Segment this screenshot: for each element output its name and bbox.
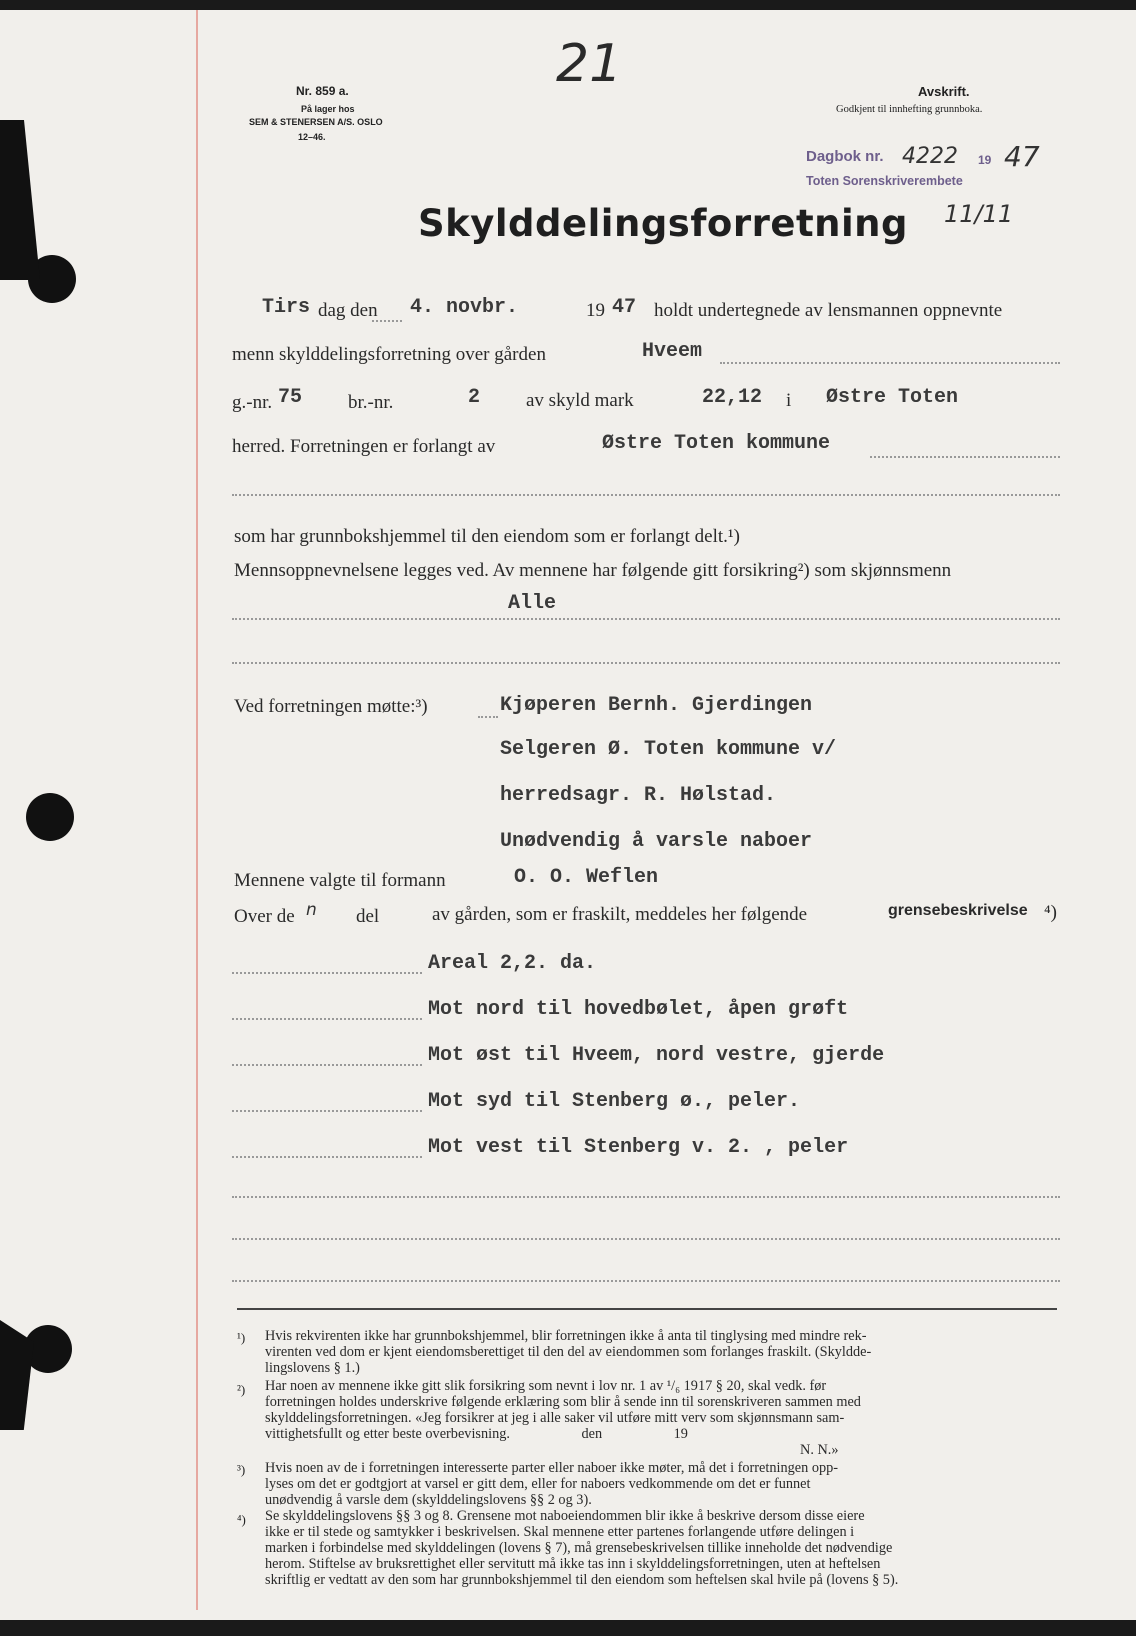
attendee-1: Kjøperen Bernh. Gjerdingen <box>500 694 813 717</box>
footnote-3-line-1: Hvis noen av de i forretningen interesserte parter eller naboer ikke møter, må det i forretningen opp- <box>265 1460 839 1476</box>
skyld-label: av skyld mark <box>526 390 634 411</box>
herred-name: Østre Toten <box>826 386 959 409</box>
dotted-line <box>232 618 1060 620</box>
dotted-line <box>870 456 1060 458</box>
line6-text: Mennsoppnevnelsene legges ved. Av mennene har følgende gitt forsikring²) som skjønnsmenn <box>234 560 952 581</box>
margin-rule <box>196 10 198 1610</box>
dotted-line <box>232 1280 1060 1282</box>
over-de-n: n <box>306 900 317 920</box>
footnote-3-line-3: unødvendig å varsle dem (skylddelingslovens §§ 2 og 3). <box>265 1492 592 1508</box>
dag-den-label: dag den <box>318 300 378 321</box>
footnote-3-mark: ³) <box>237 1462 246 1477</box>
dotted-line <box>232 494 1060 496</box>
gnr-value: 75 <box>278 386 303 409</box>
dagbok-year-prefix: 19 <box>978 153 992 167</box>
i-label: i <box>786 390 792 411</box>
footnote-4-line-4: herom. Stiftelse av bruksrettighet eller servitutt må ikke tas inn i skylddelingsforretningen, uten at heftelsen <box>265 1556 881 1572</box>
handwritten-page-number: 21 <box>556 34 623 94</box>
footnote-3-line-2: lyses om det er godtgjort at varsel er gitt dem, eller for naboers vedkommende om det er funnet <box>265 1476 811 1492</box>
dotted-line <box>372 320 402 322</box>
dotted-line <box>232 1110 422 1112</box>
gnr-label: g.-nr. <box>232 392 273 413</box>
footnote-1-line-1: Hvis rekvirenten ikke har grunnbokshjemmel, blir forretningen ikke å anta til tinglysing med mindre rek- <box>265 1328 867 1344</box>
publisher-line2: SEM & STENERSEN A/S. OSLO <box>249 117 383 127</box>
footnote-1-line-2: virenten ved dom er kjent eiendomsberettiget til den del av eiendommen som forlanges fraskilt. (Skyldde- <box>265 1344 872 1360</box>
boundary-line-4: Mot syd til Stenberg ø., peler. <box>428 1090 801 1113</box>
line5-text: som har grunnbokshjemmel til den eiendom som er forlangt delt.¹) <box>234 526 740 547</box>
attendee-2: Selgeren Ø. Toten kommune v/ <box>500 738 837 761</box>
grensebeskrivelse-label: grensebeskrivelse <box>888 902 1028 919</box>
dagbok-number: 4222 <box>902 144 958 169</box>
dotted-line <box>232 972 422 974</box>
grensebeskrivelse-footnote-mark: ⁴) <box>1044 902 1057 923</box>
line1-rest: holdt undertegnede av lensmannen oppnevnte <box>654 300 1003 321</box>
mott-label: Ved forretningen møtte:³) <box>234 696 428 717</box>
line2-text: menn skylddelingsforretning over gården <box>232 344 546 365</box>
footnote-2-signature: N. N.» <box>800 1442 839 1458</box>
boundary-line-2: Mot nord til hovedbølet, åpen grøft <box>428 998 849 1021</box>
dotted-line <box>232 1196 1060 1198</box>
dotted-line <box>232 662 1060 664</box>
day-typed: Tirs <box>262 296 311 319</box>
footnote-1-mark: ¹) <box>237 1330 246 1345</box>
dotted-line <box>720 362 1060 364</box>
footnote-4-line-1: Se skylddelingslovens §§ 3 og 8. Grensene mot naboeiendommen blir ikke å beskrive dersom disse eiere <box>265 1508 865 1524</box>
bnr-value: 2 <box>468 386 481 409</box>
farm-name: Hveem <box>642 340 703 363</box>
date-typed: 4. novbr. <box>410 296 519 319</box>
line4-text: herred. Forretningen er forlangt av <box>232 436 496 457</box>
boundary-line-1: Areal 2,2. da. <box>428 952 597 975</box>
footnote-2-line-2: forretningen holdes underskrive følgende erklæring som blir å sende inn til sorenskriveren sammen med <box>265 1394 861 1410</box>
over-den-rest: av gården, som er fraskilt, meddeles her følgende <box>432 904 808 925</box>
formann-label: Mennene valgte til formann <box>234 870 446 891</box>
godkjent-label: Godkjent til innhefting grunnboka. <box>836 104 983 115</box>
footnote-4-mark: ⁴) <box>237 1512 246 1527</box>
skyld-value: 22,12 <box>702 386 763 409</box>
dagbok-year-suffix: 47 <box>1004 140 1040 173</box>
footnote-2-mark: ²) <box>237 1382 246 1397</box>
del-label: del <box>356 906 380 927</box>
avskrift-label: Avskrift. <box>918 84 970 99</box>
footnote-1-line-3: lingslovens § 1.) <box>265 1360 360 1376</box>
formann-name: O. O. Weflen <box>514 866 659 889</box>
punch-hole-middle <box>26 793 74 841</box>
bnr-label: br.-nr. <box>348 392 394 413</box>
over-de-label: Over de <box>234 906 295 927</box>
attendee-3: herredsagr. R. Hølstad. <box>500 784 777 807</box>
office-stamp: Toten Sorenskriverembete <box>806 174 963 188</box>
footnote-2-line-3: skylddelingsforretningen. «Jeg forsikrer at jeg i alle saker vil utføre mitt verv som skjønnsmann sam- <box>265 1410 845 1426</box>
dotted-line <box>232 1064 422 1066</box>
dotted-line <box>232 1018 422 1020</box>
publisher-date: 12–46. <box>298 132 326 142</box>
boundary-line-5: Mot vest til Stenberg v. 2. , peler <box>428 1136 849 1159</box>
footnote-4-line-5: skriftlig er vedtatt av den som har grunnbokshjemmel til den eiendom som heftelsen skal hvile på (lovens § 5). <box>265 1572 899 1588</box>
sworn-persons: Alle <box>508 592 557 615</box>
footnote-2-line-4: vittighetsfullt og etter beste overbevisning. den 19 <box>265 1426 688 1442</box>
document-title: Skylddelingsforretning <box>418 202 908 245</box>
boundary-line-3: Mot øst til Hveem, nord vestre, gjerde <box>428 1044 885 1067</box>
publisher-line1: På lager hos <box>301 104 355 114</box>
dotted-line <box>478 716 498 718</box>
form-number: Nr. 859 a. <box>296 84 349 98</box>
year-prefix: 19 <box>586 300 605 321</box>
dagbok-label: Dagbok nr. <box>806 148 884 165</box>
attendee-4: Unødvendig å varsle naboer <box>500 830 813 853</box>
footnote-4-line-3: marken i forbindelse med skylddelingen (lovens § 7), må grensebeskrivelsen tillike inneholde det nødvendige <box>265 1540 893 1556</box>
stamp-handwritten-date: 11/11 <box>944 200 1014 228</box>
requester-name: Østre Toten kommune <box>602 432 831 455</box>
footnote-2-line-1: Har noen av mennene ikke gitt slik forsikring som nevnt i lov nr. 1 av ¹/₆ 1917 § 20, skal vedk. før <box>265 1378 827 1394</box>
dotted-line <box>232 1156 422 1158</box>
dotted-line <box>232 1238 1060 1240</box>
footnote-4-line-2: ikke er til stede og samtykker i beskrivelsen. Skal mennene etter partenes forlangende utføre delingen i <box>265 1524 855 1540</box>
year-typed: 47 <box>612 296 637 319</box>
footnote-separator <box>237 1308 1057 1310</box>
